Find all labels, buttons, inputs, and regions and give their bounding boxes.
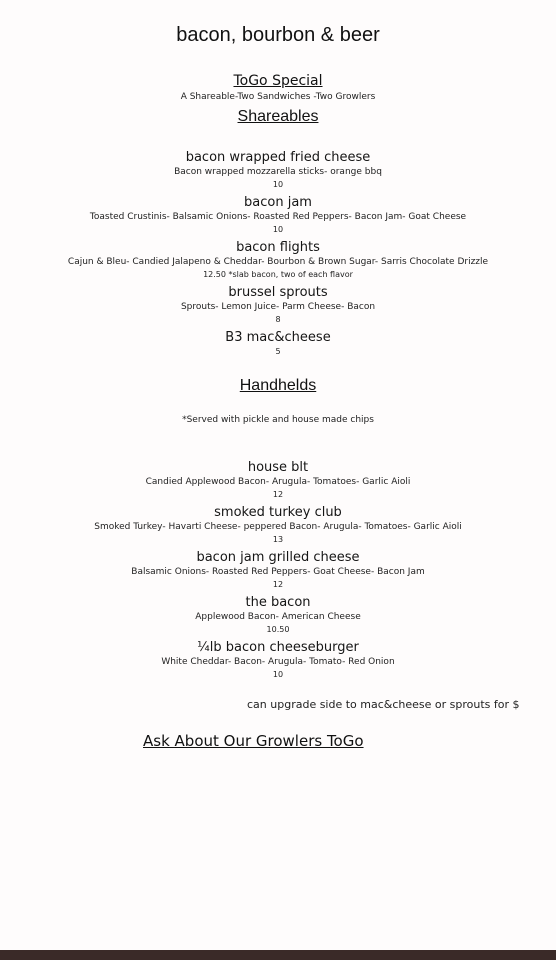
menu-item — [0, 195, 556, 235]
handhelds-heading: Handhelds — [239, 377, 317, 394]
menu-item — [0, 595, 556, 635]
menu-item — [0, 505, 556, 545]
bottom-edge-bar — [0, 950, 556, 960]
item-price: 12 — [272, 490, 284, 499]
item-price: 8 — [275, 315, 281, 324]
item-description: Candied Applewood Bacon- Arugula- Tomatoes- Garlic Aioli — [145, 477, 411, 487]
item-name: brussel sprouts — [228, 285, 328, 300]
item-price: 10.50 — [266, 625, 290, 634]
item-price: 10 — [272, 180, 284, 189]
togo-special-description: A Shareable-Two Sandwiches -Two Growlers — [180, 92, 376, 102]
served-with-note: *Served with pickle and house made chips — [182, 415, 374, 425]
item-description: Applewood Bacon- American Cheese — [195, 612, 361, 622]
item-price: 12.50 *slab bacon, two of each flavor — [203, 270, 353, 279]
item-description: Sprouts- Lemon Juice- Parm Cheese- Bacon — [180, 302, 376, 312]
menu-item — [0, 330, 556, 357]
menu-item — [0, 150, 556, 190]
item-name: bacon wrapped fried cheese — [185, 150, 371, 165]
item-description: Toasted Crustinis- Balsamic Onions- Roasted Red Peppers- Bacon Jam- Goat Cheese — [89, 212, 467, 222]
item-price: 10 — [272, 225, 284, 234]
item-price: 12 — [272, 580, 284, 589]
item-description: Cajun & Bleu- Candied Jalapeno & Cheddar- Bourbon & Brown Sugar- Sarris Chocolate Drizzle — [67, 257, 489, 267]
togo-special-title: ToGo Special — [233, 73, 323, 89]
menu-item — [0, 460, 556, 500]
item-name: house blt — [247, 460, 309, 475]
item-name: ¼lb bacon cheeseburger — [197, 640, 359, 655]
menu-title: bacon, bourbon & beer — [176, 24, 380, 46]
item-name: B3 mac&cheese — [225, 330, 331, 345]
item-price: 5 — [275, 347, 281, 356]
item-name: bacon flights — [236, 240, 320, 255]
menu-item — [0, 285, 556, 325]
item-price: 13 — [272, 535, 284, 544]
item-description: Bacon wrapped mozzarella sticks- orange bbq — [174, 167, 382, 177]
item-description: White Cheddar- Bacon- Arugula- Tomato- Red Onion — [161, 657, 395, 667]
item-name: smoked turkey club — [214, 505, 342, 520]
upgrade-side-note: can upgrade side to mac&cheese or sprouts for $ — [247, 698, 520, 711]
menu-item — [0, 550, 556, 590]
item-price: 10 — [272, 670, 284, 679]
item-name: the bacon — [245, 595, 311, 610]
menu-item — [0, 240, 556, 280]
item-name: bacon jam — [244, 195, 312, 210]
menu-item — [0, 640, 556, 680]
item-description: Smoked Turkey- Havarti Cheese- peppered Bacon- Arugula- Tomatoes- Garlic Aioli — [94, 522, 462, 532]
item-name: bacon jam grilled cheese — [196, 550, 360, 565]
growlers-togo-note: Ask About Our Growlers ToGo — [143, 732, 364, 750]
item-description: Balsamic Onions- Roasted Red Peppers- Goat Cheese- Bacon Jam — [131, 567, 425, 577]
shareables-heading: Shareables — [237, 108, 319, 125]
